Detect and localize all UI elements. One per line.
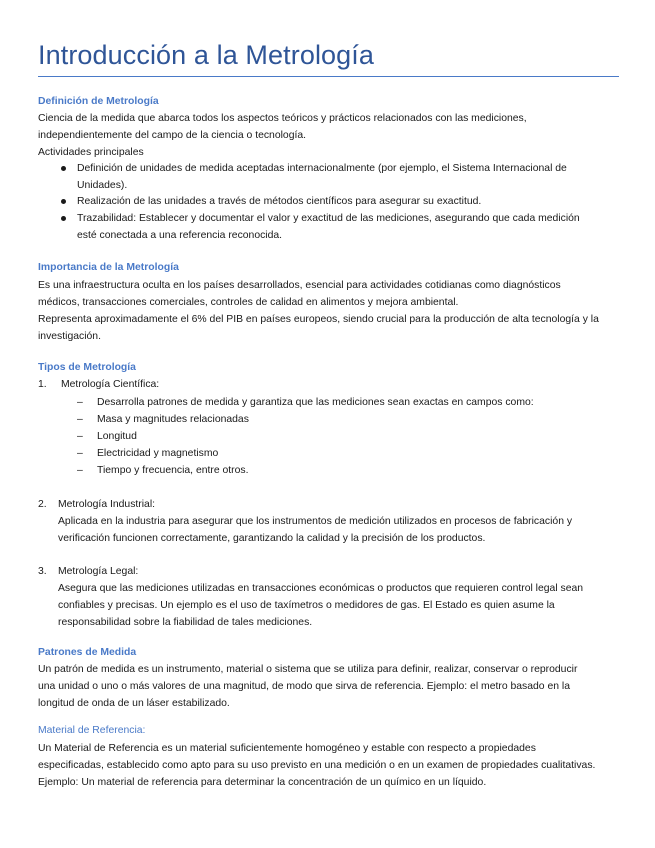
section-heading-definicion: Definición de Metrología xyxy=(38,96,159,107)
activities-label: Actividades principales xyxy=(38,147,144,158)
paragraph-line: Es una infraestructura oculta en los países desarrollados, esencial para actividades cotidianas como diagnósticos xyxy=(38,280,561,291)
paragraph-line: Asegura que las mediciones utilizadas en transacciones económicas o productos que requieren control legal sean xyxy=(58,583,584,594)
bullet-text: Definición de unidades de medida aceptadas internacionalmente (por ejemplo, el Sistema Internacional de xyxy=(77,163,567,174)
subitem-text: Electricidad y magnetismo xyxy=(97,448,219,459)
paragraph-line: Ejemplo: Un material de referencia para determinar la concentración de un químico en un líquido. xyxy=(38,777,487,788)
section-heading-tipos: Tipos de Metrología xyxy=(38,362,136,373)
paragraph-line: confiables y precisas. Un ejemplo es el uso de taxímetros o medidores de gas. El Estado es quien asume la xyxy=(58,600,555,611)
subitem-text: Masa y magnitudes relacionadas xyxy=(97,414,249,425)
bullet-text: Unidades). xyxy=(77,180,128,191)
list-number: 3. xyxy=(38,566,47,577)
list-item-label: Metrología Legal: xyxy=(58,566,139,577)
list-item-label: Metrología Científica: xyxy=(61,379,160,390)
bullet-text: esté conectada a una referencia reconocida. xyxy=(77,230,283,241)
paragraph-line: médicos, transacciones comerciales, controles de calidad en alimentos y mejora ambiental. xyxy=(38,297,459,308)
bullet-text: Trazabilidad: Establecer y documentar el valor y exactitud de las mediciones, asegurando que cada medición xyxy=(77,213,580,224)
dash-marker: – xyxy=(77,448,83,459)
title-underline xyxy=(38,76,619,77)
section-heading-material: Material de Referencia: xyxy=(38,725,146,736)
paragraph-line: Aplicada en la industria para asegurar que los instrumentos de medición utilizados en procesos de fabricación y xyxy=(58,516,573,527)
dash-marker: – xyxy=(77,414,83,425)
section-heading-patrones: Patrones de Medida xyxy=(38,647,137,658)
subitem-text: Desarrolla patrones de medida y garantiza que las mediciones sean exactas en campos como: xyxy=(97,397,534,408)
subitem-text: Tiempo y frecuencia, entre otros. xyxy=(97,465,249,476)
dash-marker: – xyxy=(77,431,83,442)
bullet-dot xyxy=(61,199,66,204)
bullet-dot xyxy=(61,216,66,221)
paragraph-line: investigación. xyxy=(38,331,101,342)
bullet-text: Realización de las unidades a través de métodos científicos para asegurar su exactitud. xyxy=(77,196,482,207)
paragraph-line: especificadas, establecido como apto para su uso previsto en una medición o en un examen de propiedades cualitativas. xyxy=(38,760,596,771)
paragraph-line: una unidad o uno o más valores de una magnitud, de modo que sirva de referencia. Ejemplo: el metro basado en la xyxy=(38,681,570,692)
paragraph-line: Representa aproximadamente el 6% del PIB en países europeos, siendo crucial para la producción de alta tecnología y la xyxy=(38,314,599,325)
dash-marker: – xyxy=(77,465,83,476)
subitem-text: Longitud xyxy=(97,431,137,442)
paragraph-line: verificación funcionen correctamente, garantizando la calidad y la precisión de los productos. xyxy=(58,533,486,544)
paragraph-line: responsabilidad sobre la fiabilidad de tales mediciones. xyxy=(58,617,313,628)
bullet-dot xyxy=(61,166,66,171)
paragraph-line: Un Material de Referencia es un material suficientemente homogéneo y estable con respecto a propiedades xyxy=(38,743,536,754)
page-title: Introducción a la Metrología xyxy=(38,40,374,70)
paragraph-line: Un patrón de medida es un instrumento, material o sistema que se utiliza para definir, realizar, conservar o reproducir xyxy=(38,664,578,675)
paragraph-line: Ciencia de la medida que abarca todos los aspectos teóricos y prácticos relacionados con las mediciones, xyxy=(38,113,527,124)
list-number: 1. xyxy=(38,379,47,390)
paragraph-line: independientemente del campo de la ciencia o tecnología. xyxy=(38,130,307,141)
list-item-label: Metrología Industrial: xyxy=(58,499,156,510)
section-heading-importancia: Importancia de la Metrología xyxy=(38,262,179,273)
dash-marker: – xyxy=(77,397,83,408)
paragraph-line: longitud de onda de un láser estabilizado. xyxy=(38,698,230,709)
list-number: 2. xyxy=(38,499,47,510)
